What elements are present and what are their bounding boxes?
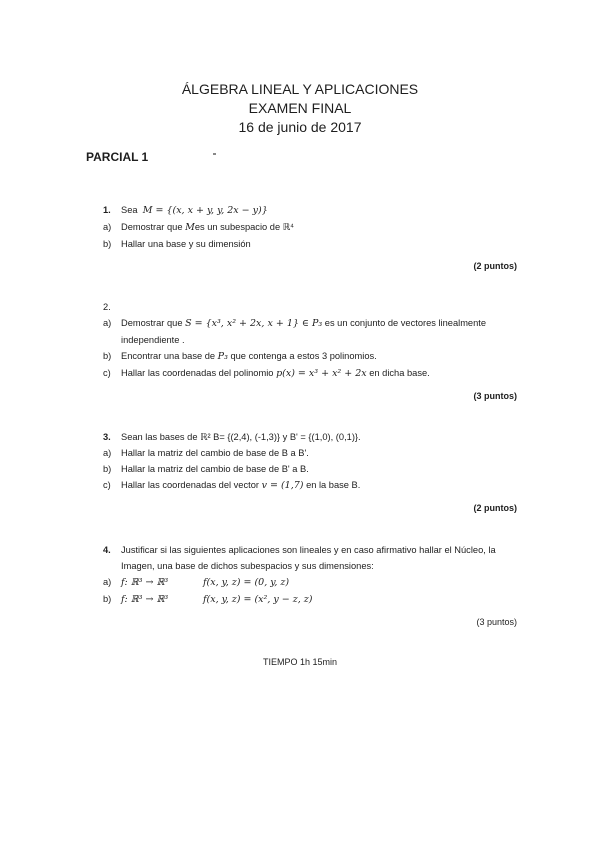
item-text: Hallar las coordenadas del vector	[121, 480, 259, 490]
question-3	[103, 429, 523, 516]
item-text: Demostrar que	[121, 318, 183, 328]
exam-title: EXAMEN FINAL	[248, 100, 352, 116]
item-text: en la base B.	[306, 480, 361, 490]
item-label: b)	[103, 464, 112, 474]
scan-speck	[213, 153, 216, 155]
polynomial-expression: p(x) = x³ + x² + 2x	[276, 368, 367, 379]
map-definition: f(x, y, z) = (0, y, z)	[203, 577, 290, 588]
exam-date: 16 de junio de 2017	[238, 119, 362, 135]
question-intro: Sea	[121, 205, 138, 215]
points-label: (3 puntos)	[473, 391, 517, 401]
question-intro: Justificar si las siguientes aplicaciones son lineales y en caso afirmativo hallar el Núcleo, la Imagen, una base de dichos subespacios y sus dimensiones:	[121, 545, 496, 571]
map-signature: f: ℝ³ → ℝ³	[121, 594, 169, 605]
item-text: en dicha base.	[369, 368, 430, 378]
exam-header	[0, 80, 600, 137]
map-signature: f: ℝ³ → ℝ³	[121, 577, 169, 588]
question-intro: Sean las bases de ℝ² B= {(2,4), (-1,3)} y B' = {(1,0), (0,1)}.	[121, 432, 361, 442]
math-var: M	[185, 222, 195, 233]
question-number: 3.	[103, 432, 111, 442]
item-text: es un subespacio de ℝ⁴	[194, 222, 295, 232]
question-1	[103, 202, 523, 274]
item-label: c)	[103, 368, 111, 378]
course-title: ÁLGEBRA LINEAL Y APLICACIONES	[181, 81, 419, 97]
item-text: Hallar la matriz del cambio de base de B' a B.	[121, 464, 309, 474]
item-label: b)	[103, 594, 112, 604]
item-text: Encontrar una base de	[121, 351, 216, 361]
vector-expression: v = (1,7)	[261, 480, 304, 491]
points-label: (2 puntos)	[473, 503, 517, 513]
item-label: a)	[103, 577, 112, 587]
question-number: 2.	[103, 302, 111, 312]
question-2	[103, 299, 523, 404]
item-text: Hallar la matriz del cambio de base de B a B'.	[121, 448, 309, 458]
set-expression: M = {(x, x + y, y, 2x − y)}	[142, 205, 268, 216]
question-number: 1.	[103, 205, 111, 215]
item-text: Hallar las coordenadas del polinomio	[121, 368, 274, 378]
item-label: a)	[103, 318, 112, 328]
item-label: c)	[103, 480, 111, 490]
item-text: que contenga a estos 3 polinomios.	[230, 351, 377, 361]
math-var: P₃	[217, 351, 228, 362]
set-expression: S = {x³, x² + 2x, x + 1} ∈ P₃	[185, 318, 323, 329]
item-label: b)	[103, 239, 112, 249]
points-label: (2 puntos)	[473, 261, 517, 271]
item-text: Hallar una base y su dimensión	[121, 239, 251, 249]
item-label: a)	[103, 448, 112, 458]
map-definition: f(x, y, z) = (x², y − z, z)	[203, 594, 313, 605]
item-text: es un conjunto de vectores linealmente independiente .	[121, 318, 487, 345]
item-label: b)	[103, 351, 112, 361]
question-4	[103, 542, 523, 630]
question-number: 4.	[103, 545, 111, 555]
item-label: a)	[103, 222, 112, 232]
item-text: Demostrar que	[121, 222, 183, 232]
points-label: (3 puntos)	[476, 617, 517, 627]
section-title: PARCIAL 1	[86, 150, 149, 164]
time-limit: TIEMPO 1h 15min	[262, 657, 338, 667]
